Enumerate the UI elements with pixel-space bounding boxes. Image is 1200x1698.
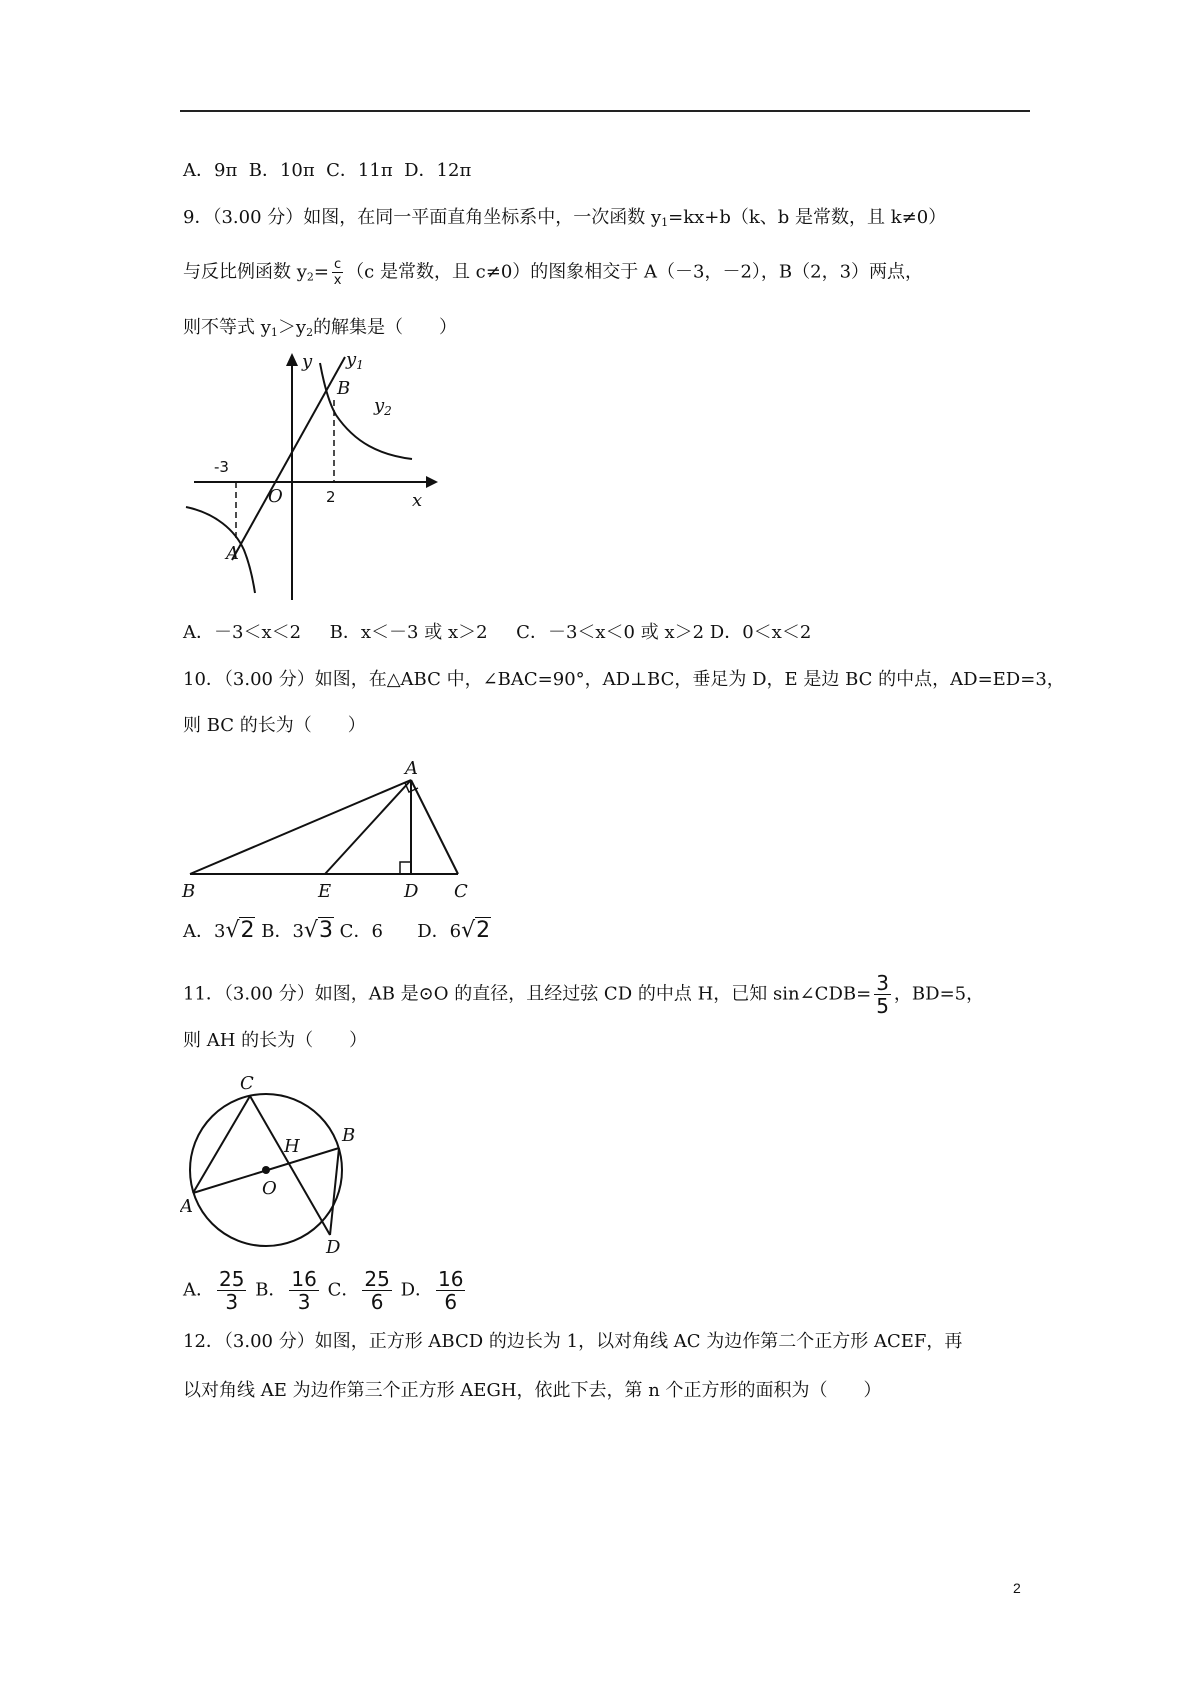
label-c: C <box>454 881 468 902</box>
label-neg3: -3 <box>214 458 229 476</box>
label-b: B <box>342 1125 356 1146</box>
label-y2: $y_2$ <box>374 395 392 418</box>
hyperbola-branch-left <box>186 507 255 593</box>
q12-stem-line2: 以对角线 AE 为边作第三个正方形 AEGH，依此下去，第 n 个正方形的面积为（ ） <box>183 1380 882 1401</box>
label-a: A <box>180 1196 193 1217</box>
q9-stem-line2: 与反比例函数 $y_2=$ $\frac{c}{x}$ （c 是常数，且 c≠0）的图象相交于 A（－3，－2），B（2，3）两点， <box>183 257 924 288</box>
chord-bd <box>330 1148 339 1235</box>
q8-options <box>183 158 471 184</box>
chord-cd <box>250 1096 330 1235</box>
x-axis-arrow-icon <box>426 476 438 488</box>
center-dot <box>262 1166 270 1174</box>
q11-stem-line2: 则 AH 的长为（ ） <box>183 1030 368 1051</box>
q10-option-a: A．3√2 <box>183 918 255 943</box>
q11-option-c: C． $\frac{25}{6}$ <box>327 1267 390 1314</box>
label-b: B <box>337 378 351 399</box>
sqrt-icon: √2 <box>225 918 255 943</box>
q9-options <box>183 620 811 646</box>
label-o: O <box>268 486 283 507</box>
q8-option-c: C．11π <box>326 160 393 181</box>
q10-option-b: B．3√3 <box>261 918 333 943</box>
q11-stem-line1: 11．（3.00 分）如图，AB 是⊙O 的直径，且经过弦 CD 的中点 H，已知 sin∠CDB= $\frac{3}{5}$ ，BD=5， <box>183 971 985 1018</box>
q8-option-a: A．9π <box>183 160 238 181</box>
q9-stem-line3: 则不等式 $y_1>y_2$的解集是（ ） <box>183 317 458 339</box>
q12-stem-line1: 12．（3.00 分）如图，正方形 ABCD 的边长为 1，以对角线 AC 为边作第二个正方形 ACEF，再 <box>183 1331 963 1352</box>
label-e: E <box>318 881 332 902</box>
q10-option-d: D．6√2 <box>417 918 491 943</box>
q9-option-d: D．0＜x＜2 <box>709 622 812 643</box>
q8-option-b: B．10π <box>248 160 315 181</box>
label-b: B <box>182 881 196 902</box>
label-d: D <box>326 1237 341 1253</box>
q9-option-a: A．－3＜x＜2 <box>183 622 302 643</box>
label-y1: $y_1$ <box>346 349 364 372</box>
right-angle-mark-d <box>400 862 411 874</box>
label-d: D <box>404 881 419 902</box>
q11-options <box>183 1268 468 1313</box>
label-a: A <box>226 543 239 564</box>
segment-ac <box>411 780 458 874</box>
label-x: x <box>412 490 423 511</box>
q11-option-d: D． $\frac{16}{6}$ <box>400 1267 464 1314</box>
label-2: 2 <box>326 488 336 506</box>
line-y1 <box>232 357 345 560</box>
y-axis-arrow-icon <box>286 353 298 366</box>
segment-ab <box>190 780 411 874</box>
q11-option-a: A． $\frac{25}{3}$ <box>183 1267 245 1314</box>
q10-stem-line2: 则 BC 的长为（ ） <box>183 715 366 736</box>
sqrt-icon: √3 <box>303 918 333 943</box>
q11-figure <box>180 1063 370 1253</box>
label-y: y <box>302 351 313 372</box>
sqrt-icon: √2 <box>461 918 491 943</box>
label-o: O <box>262 1178 277 1199</box>
header-rule <box>180 110 1030 112</box>
q9-option-b: B．x＜－3 或 x＞2 <box>329 622 488 643</box>
label-a: A <box>405 758 418 779</box>
q9-stem-line1: 9．（3.00 分）如图，在同一平面直角坐标系中，一次函数 $y_1=kx+b(k$、b 是常数，且 k≠0） <box>183 207 947 229</box>
q10-figure <box>180 752 480 902</box>
label-h: H <box>284 1136 300 1157</box>
q8-option-d: D．12π <box>404 160 472 181</box>
segment-ae <box>325 780 411 874</box>
q11-option-b: B． $\frac{16}{3}$ <box>255 1267 317 1314</box>
q10-stem-line1: 10．（3.00 分）如图，在△ABC 中，∠BAC=90°，AD⊥BC，垂足为 D，E 是边 BC 的中点，AD=ED=3， <box>183 669 1065 690</box>
label-c: C <box>240 1073 254 1094</box>
q9-option-c: C．－3＜x＜0 或 x＞2 <box>516 622 705 643</box>
q9-figure <box>180 345 450 605</box>
q9-fraction: $\frac{c}{x}$ <box>333 257 342 288</box>
q10-option-c: C．6 <box>339 921 383 942</box>
q11-fraction: $\frac{3}{5}$ <box>876 971 889 1018</box>
q10-options <box>183 918 491 945</box>
page-number: 2 <box>1013 1580 1021 1596</box>
